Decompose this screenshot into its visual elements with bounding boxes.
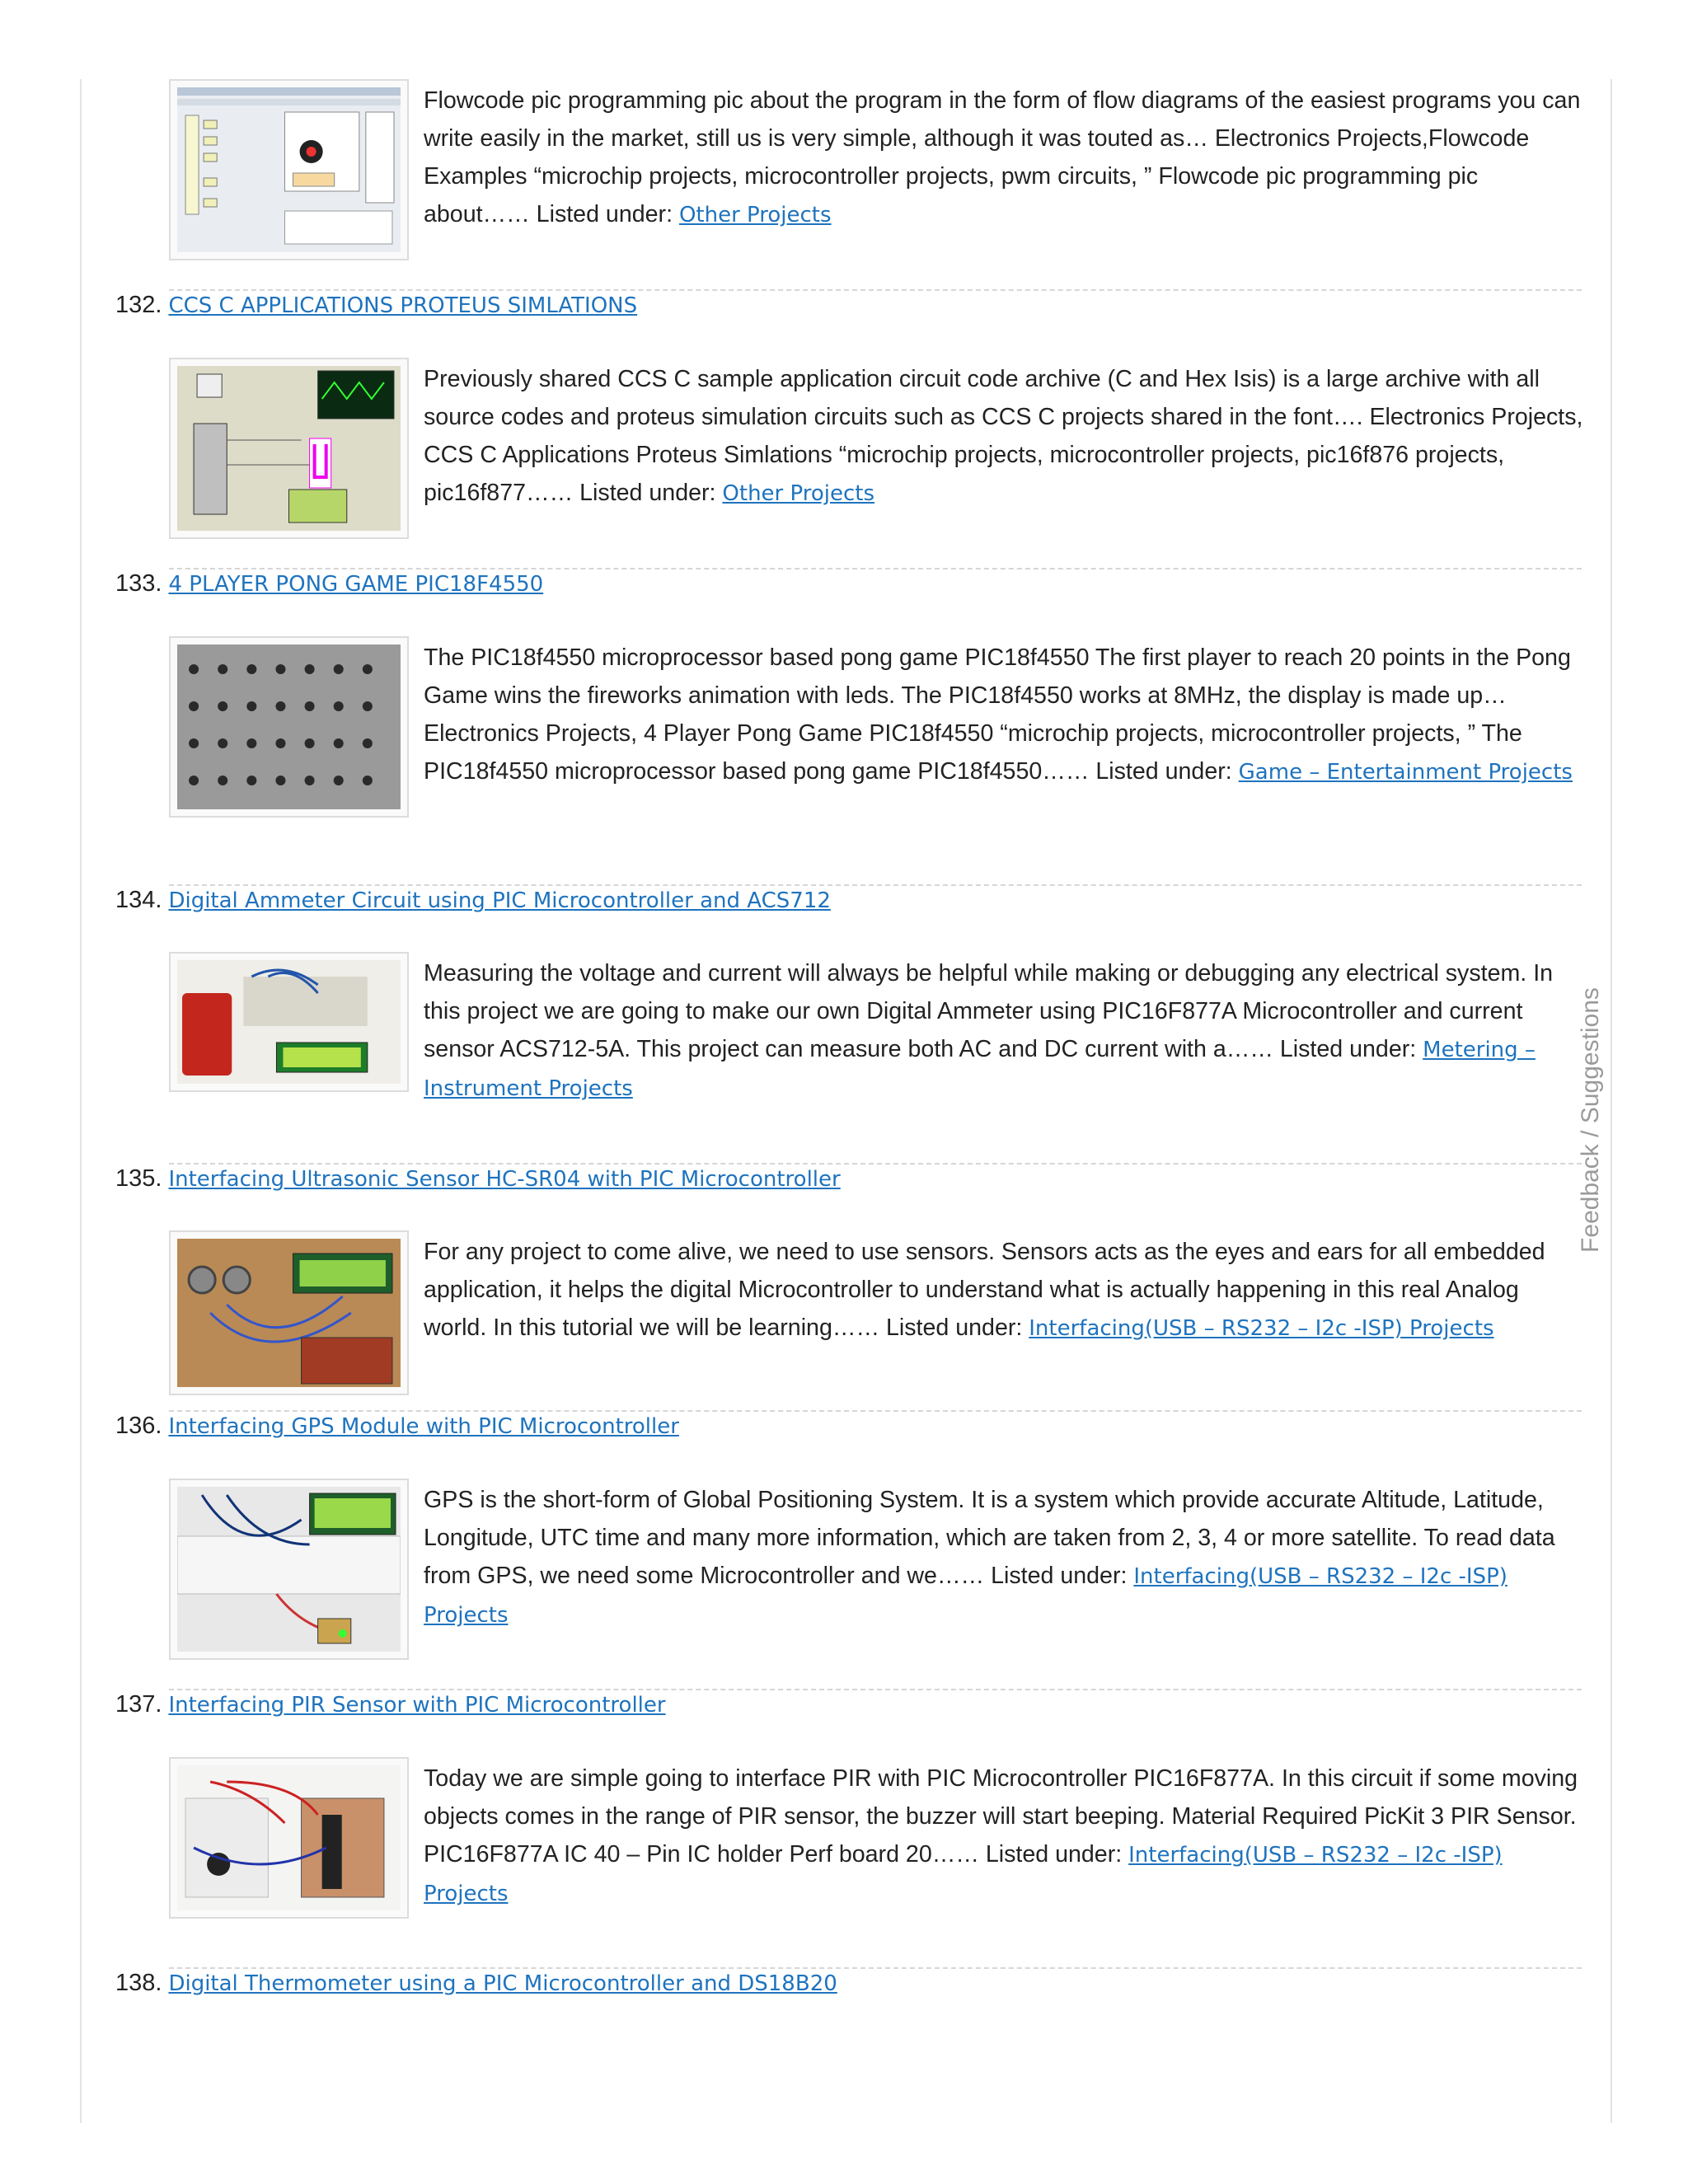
list-item-heading (115, 887, 831, 920)
list-item-heading (115, 292, 637, 325)
list-item-heading (115, 1165, 841, 1198)
item-title-link[interactable]: Digital Thermometer using a PIC Microcontroller and DS18B20 (168, 1971, 837, 1996)
item-title-link[interactable]: Digital Ammeter Circuit using PIC Microcontroller and ACS712 (168, 888, 831, 913)
feedback-label: Feedback / Suggestions (1577, 987, 1604, 1253)
item-description: GPS is the short-form of Global Positioning System. It is a system which provide accurate Altitude, Latitude, Longitude, UTC time and many more information, which are taken from 2, 3, 4 or more satellite. To read data from GPS, we need some Microcontroller and we…… Listed under: Interfacing(USB – RS232 – I2c -ISP) Projects (424, 1487, 1555, 1628)
item-number: 133. (115, 570, 162, 597)
item-description: Previously shared CCS C sample application circuit code archive (C and Hex Isis) is a large archive with all source codes and proteus simulation circuits such as CCS C projects shared in the font…. Electronics Projects, CCS C Applications Proteus Simlations “microchip projects, microcontroller projects, pic16f876 projects, pic16f877…… Listed under: Other Projects (424, 366, 1583, 506)
category-link[interactable]: Metering – Instrument Projects (424, 1038, 1536, 1101)
item-title-link[interactable]: Interfacing PIR Sensor with PIC Microcontroller (168, 1693, 666, 1718)
category-link[interactable]: Interfacing(USB – RS232 – I2c -ISP) Projects (424, 1564, 1507, 1628)
ultrasonic-photo-image (177, 1239, 401, 1387)
item-number: 132. (115, 292, 162, 318)
item-title-link[interactable]: Interfacing GPS Module with PIC Microcontroller (168, 1414, 679, 1439)
item-number: 137. (115, 1691, 162, 1718)
list-item-heading (115, 1970, 837, 2003)
thumbnail-ccs-proteus[interactable] (169, 358, 409, 539)
proteus-circuit-image (177, 366, 401, 531)
flowcode-screenshot-image (177, 87, 401, 252)
list-item-heading (115, 1413, 679, 1446)
category-link[interactable]: Other Projects (722, 481, 874, 506)
item-divider (169, 1410, 1582, 1412)
item-description: Flowcode pic programming pic about the program in the form of flow diagrams of the easiest programs you can write easily in the market, still us is very simple, although it was touted as… Electronics Projects,Flowcode Examples “microchip projects, microcontroller projects, pwm circuits, ” Flowcode pic programming pic about…… Listed under: Other Projects (424, 87, 1581, 227)
item-divider (169, 1967, 1582, 1969)
item-divider (169, 289, 1582, 291)
thumbnail-digital-ammeter[interactable] (169, 952, 409, 1092)
item-divider (169, 1689, 1582, 1690)
item-divider (169, 1163, 1582, 1165)
ammeter-photo-image (177, 960, 401, 1084)
item-divider (169, 568, 1582, 569)
item-description: Today we are simple going to interface PIR with PIC Microcontroller PIC16F877A. In this circuit if some moving objects comes in the range of PIR sensor, the buzzer will start beeping. Material Required PicKit 3 PIR Sensor. PIC16F877A IC 40 – Pin IC holder Perf board 20…… Listed under: Interfacing(USB – RS232 – I2c -ISP) Projects (424, 1765, 1578, 1906)
category-link[interactable]: Game – Entertainment Projects (1238, 760, 1573, 785)
list-item-heading (115, 570, 543, 603)
led-matrix-image (177, 644, 401, 809)
category-link[interactable]: Interfacing(USB – RS232 – I2c -ISP) Projects (424, 1843, 1503, 1906)
thumbnail-flowcode[interactable] (169, 79, 409, 260)
list-item-heading (115, 1691, 666, 1724)
category-link[interactable]: Other Projects (678, 203, 832, 227)
gps-photo-image (177, 1487, 401, 1652)
thumbnail-pir-sensor[interactable] (169, 1757, 409, 1919)
item-description: For any project to come alive, we need to use sensors. Sensors acts as the eyes and ears for all embedded application, it helps the digital Microcontroller to understand what is actually happening in this real Analog world. In this tutorial we will be learning…… Listed under: Interfacing(USB – RS232 – I2c -ISP) Projects (424, 1239, 1545, 1341)
thumbnail-ultrasonic-sensor[interactable] (169, 1230, 409, 1395)
content-border-right (1611, 79, 1612, 2123)
item-title-link[interactable]: 4 PLAYER PONG GAME PIC18F4550 (168, 572, 544, 597)
pir-photo-image (177, 1765, 401, 1910)
item-description: The PIC18f4550 microprocessor based pong game PIC18f4550 The first player to reach 20 points in the Pong Game wins the fireworks animation with leds. The PIC18f4550 works at 8MHz, the display is made up… Electronics Projects, 4 Player Pong Game PIC18f4550 “microchip projects, microcontroller projects, ” The PIC18f4550 microprocessor based pong game PIC18f4550…… Listed under: Game – Entertainment Projects (424, 644, 1573, 785)
item-description: Measuring the voltage and current will always be helpful while making or debugging any electrical system. In this project we are going to make our own Digital Ammeter using PIC16F877A Microcontroller and current sensor ACS712-5A. This project can measure both AC and DC current with a…… Listed under: Metering – Instrument Projects (424, 960, 1554, 1101)
item-divider (169, 884, 1582, 886)
item-number: 136. (115, 1413, 162, 1439)
item-number: 135. (115, 1165, 162, 1192)
item-number: 134. (115, 887, 162, 913)
content-border-left (80, 79, 82, 2123)
item-title-link[interactable]: CCS C APPLICATIONS PROTEUS SIMLATIONS (168, 293, 638, 318)
item-number: 138. (115, 1970, 162, 1996)
thumbnail-gps-module[interactable] (169, 1479, 409, 1660)
thumbnail-pong-game[interactable] (169, 636, 409, 818)
category-link[interactable]: Interfacing(USB – RS232 – I2c -ISP) Projects (1029, 1316, 1494, 1341)
item-title-link[interactable]: Interfacing Ultrasonic Sensor HC-SR04 with PIC Microcontroller (168, 1167, 841, 1192)
